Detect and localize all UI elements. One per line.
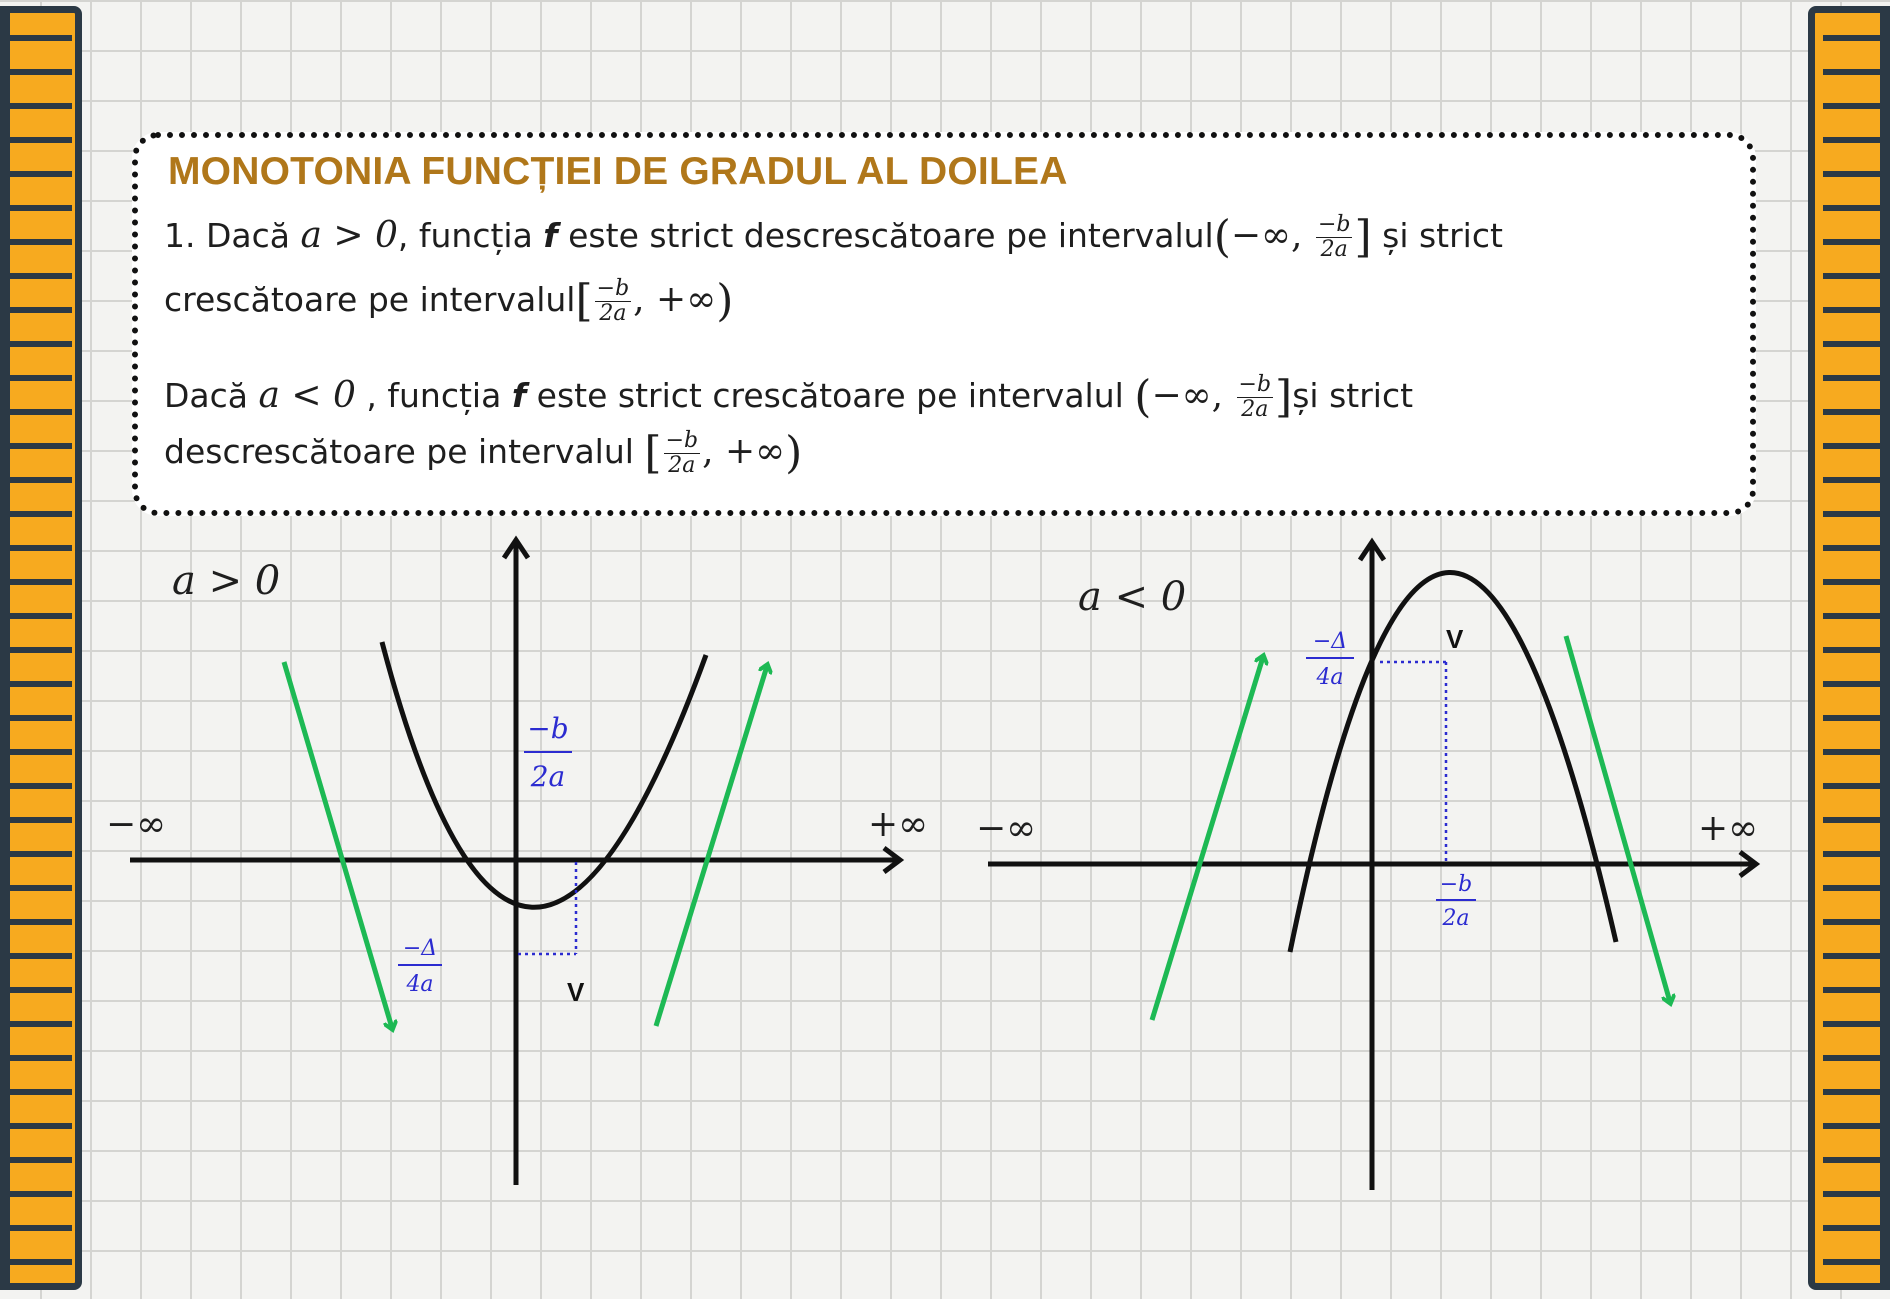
graph-left-label: a > 0 bbox=[172, 558, 281, 604]
vertex-label: V bbox=[567, 977, 585, 1007]
vertex-y-fraction bbox=[1306, 629, 1354, 690]
increasing-arrow bbox=[656, 666, 767, 1026]
function-name: f bbox=[543, 216, 558, 255]
condition-a-positive: a > 0 bbox=[300, 215, 398, 256]
fraction-minus-b-over-2a: $\frac{-b}{2a}$ bbox=[1317, 212, 1351, 262]
graph-a-positive bbox=[106, 540, 928, 1185]
decreasing-arrow bbox=[1566, 636, 1670, 1002]
svg-text:2a: 2a bbox=[530, 760, 566, 793]
fraction-minus-b-over-2a: $\frac{-b}{2a}$ bbox=[665, 428, 699, 478]
svg-text:4a: 4a bbox=[1316, 665, 1344, 690]
neg-infinity-label: −∞ bbox=[976, 808, 1037, 849]
page-title: MONOTONIA FUNCȚIEI DE GRADUL AL DOILEA bbox=[168, 150, 1068, 193]
pos-infinity-label: +∞ bbox=[868, 804, 929, 845]
graph-right-label: a < 0 bbox=[1078, 574, 1187, 620]
increasing-arrow bbox=[1152, 657, 1263, 1020]
svg-text:2a: 2a bbox=[1442, 906, 1470, 931]
decreasing-arrow bbox=[284, 662, 392, 1028]
svg-text:−b: −b bbox=[1439, 872, 1473, 897]
pos-infinity-label: +∞ bbox=[1698, 808, 1759, 849]
neg-infinity-label: −∞ bbox=[106, 804, 167, 845]
vertex-x-fraction bbox=[524, 712, 572, 793]
paragraph-1-line-1: 1. Dacă a > 0, funcția f este strict descrescătoare pe intervalul(−∞, $\frac{-b}{2a}$ ] și strict bbox=[164, 211, 1503, 263]
svg-text:−Δ: −Δ bbox=[1312, 629, 1348, 654]
svg-text:4a: 4a bbox=[406, 972, 434, 997]
vertex-y-fraction bbox=[398, 936, 442, 997]
fraction-minus-b-over-2a: $\frac{-b}{2a}$ bbox=[1238, 372, 1272, 422]
vertex-label: V bbox=[1446, 624, 1464, 654]
fraction-minus-b-over-2a: $\frac{-b}{2a}$ bbox=[596, 276, 630, 326]
graph-a-negative bbox=[976, 542, 1758, 1190]
svg-text:−b: −b bbox=[527, 712, 569, 745]
paragraph-2-line-2: descrescătoare pe intervalul [ $\frac{-b}{2a}$ , +∞) bbox=[164, 427, 803, 479]
function-name: f bbox=[511, 376, 527, 415]
paragraph-2-line-1: Dacă a < 0 , funcția f este strict crescătoare pe intervalul (−∞, $\frac{-b}{2a}$ ]și strict bbox=[164, 371, 1414, 423]
condition-a-negative: a < 0 bbox=[258, 375, 356, 416]
paragraph-1-line-2: crescătoare pe intervalul[ $\frac{-b}{2a}$ , +∞) bbox=[164, 275, 734, 327]
svg-text:−Δ: −Δ bbox=[402, 936, 438, 961]
vertex-x-fraction bbox=[1436, 872, 1476, 931]
